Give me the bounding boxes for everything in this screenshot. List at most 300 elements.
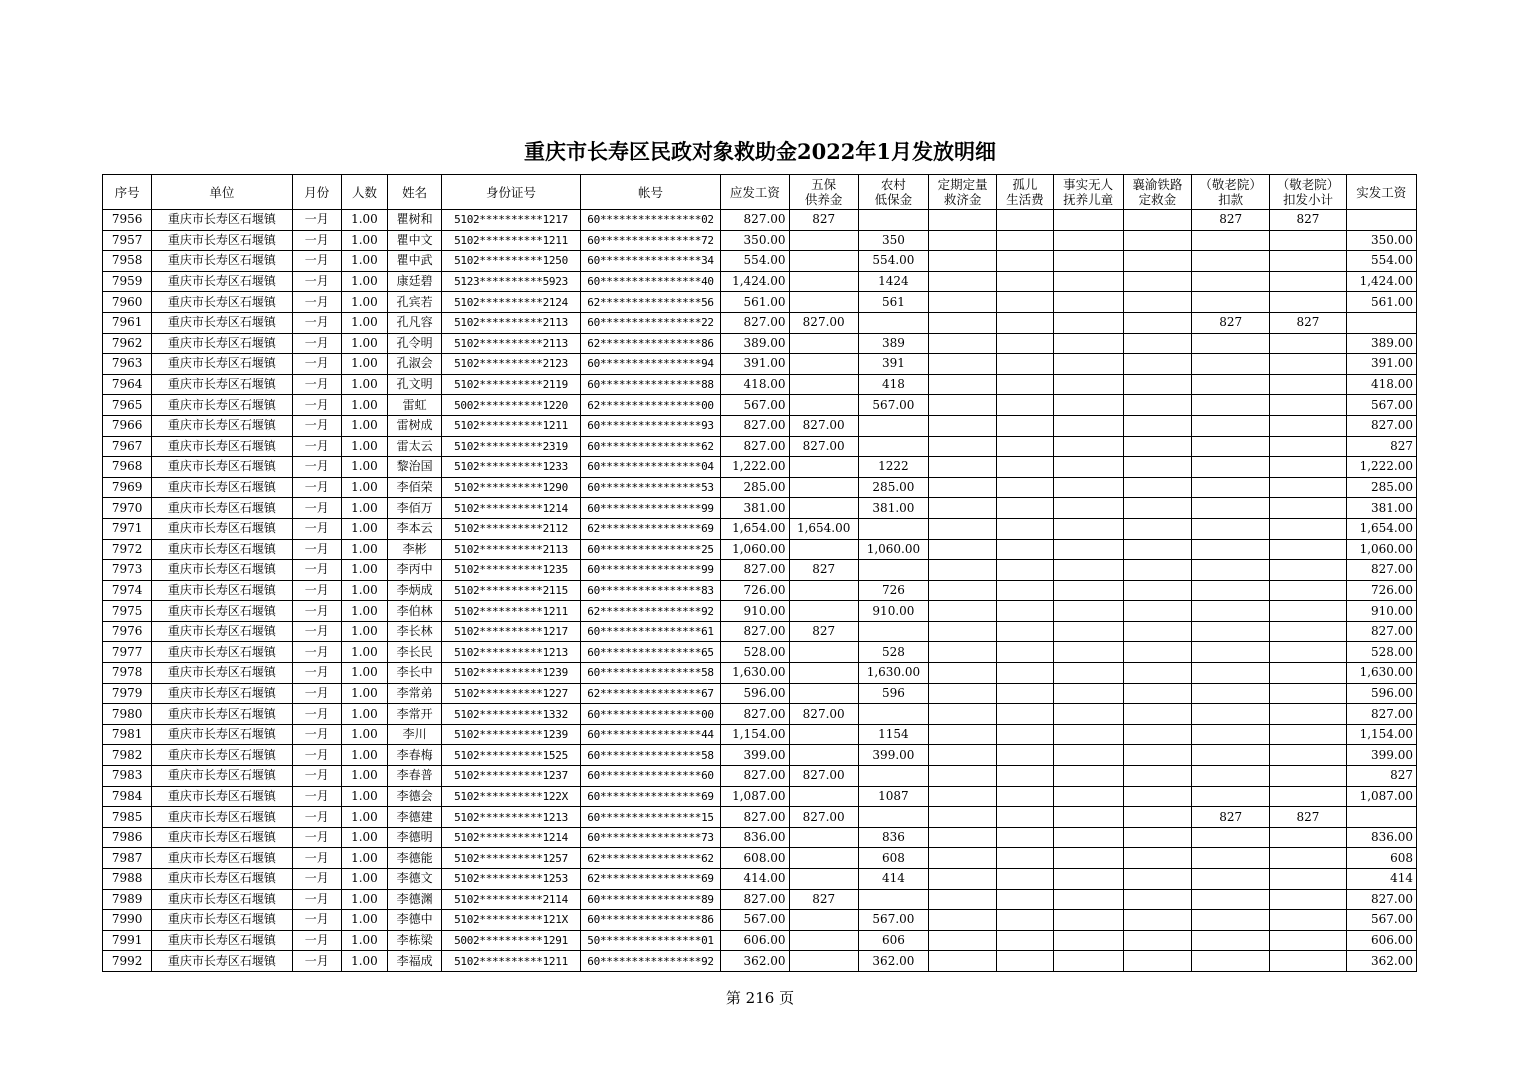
col-month-cell: 一月 bbox=[292, 251, 341, 272]
table-row bbox=[103, 251, 1417, 272]
col-id-number-cell: 5102**********1211 bbox=[442, 951, 581, 972]
col-actual-cell: 414 bbox=[1346, 869, 1416, 890]
col-wubao-cell bbox=[789, 848, 858, 869]
col-deduction-subtotal-cell bbox=[1270, 642, 1346, 663]
col-account-header: 帐号 bbox=[580, 175, 721, 210]
col-id-number-cell: 5102**********2319 bbox=[442, 436, 581, 457]
col-seq-cell: 7963 bbox=[103, 354, 152, 375]
table-row bbox=[103, 766, 1417, 787]
col-payable-cell: 596.00 bbox=[721, 683, 789, 704]
col-actual-cell: 561.00 bbox=[1346, 292, 1416, 313]
col-dibao-cell: 1,060.00 bbox=[858, 539, 928, 560]
col-orphan-cell bbox=[997, 518, 1053, 539]
col-wubao-cell: 827.00 bbox=[789, 415, 858, 436]
col-orphan-cell bbox=[997, 230, 1053, 251]
col-unit-cell: 重庆市长寿区石堰镇 bbox=[152, 539, 293, 560]
col-name-cell: 康廷碧 bbox=[388, 271, 442, 292]
col-actual-cell: 1,087.00 bbox=[1346, 786, 1416, 807]
col-dingqi-cell bbox=[929, 251, 997, 272]
col-account-cell: 60****************58 bbox=[580, 663, 721, 684]
col-payable-cell: 1,424.00 bbox=[721, 271, 789, 292]
col-actual-cell: 1,060.00 bbox=[1346, 539, 1416, 560]
col-name-cell: 孔令明 bbox=[388, 333, 442, 354]
col-railway-cell bbox=[1123, 930, 1191, 951]
table-row bbox=[103, 951, 1417, 972]
col-id-number-cell: 5102**********1525 bbox=[442, 745, 581, 766]
col-count-cell: 1.00 bbox=[341, 436, 387, 457]
col-dibao-cell: 1087 bbox=[858, 786, 928, 807]
col-month-cell: 一月 bbox=[292, 745, 341, 766]
col-railway-cell bbox=[1123, 869, 1191, 890]
col-id-number-cell: 5102**********1217 bbox=[442, 210, 581, 231]
col-unsupported-child-cell bbox=[1053, 436, 1123, 457]
col-actual-cell bbox=[1346, 807, 1416, 828]
col-dibao-cell bbox=[858, 518, 928, 539]
col-payable-cell: 1,654.00 bbox=[721, 518, 789, 539]
col-name-cell: 李丙中 bbox=[388, 560, 442, 581]
col-unit-cell: 重庆市长寿区石堰镇 bbox=[152, 230, 293, 251]
col-dingqi-cell bbox=[929, 951, 997, 972]
col-month-cell: 一月 bbox=[292, 642, 341, 663]
col-unit-cell: 重庆市长寿区石堰镇 bbox=[152, 910, 293, 931]
col-month-cell: 一月 bbox=[292, 477, 341, 498]
col-id-number-header: 身份证号 bbox=[442, 175, 581, 210]
col-actual-cell: 836.00 bbox=[1346, 827, 1416, 848]
col-count-cell: 1.00 bbox=[341, 951, 387, 972]
col-name-cell: 雷树成 bbox=[388, 415, 442, 436]
col-seq-cell: 7986 bbox=[103, 827, 152, 848]
col-actual-cell: 1,630.00 bbox=[1346, 663, 1416, 684]
col-unsupported-child-cell bbox=[1053, 457, 1123, 478]
col-id-number-cell: 5102**********121X bbox=[442, 910, 581, 931]
col-dibao-cell: 606 bbox=[858, 930, 928, 951]
col-dingqi-cell bbox=[929, 333, 997, 354]
col-account-cell: 62****************67 bbox=[580, 683, 721, 704]
col-unsupported-child-cell bbox=[1053, 333, 1123, 354]
col-railway-cell bbox=[1123, 292, 1191, 313]
col-deduction-subtotal-cell: 827 bbox=[1270, 807, 1346, 828]
col-count-cell: 1.00 bbox=[341, 745, 387, 766]
col-orphan-cell bbox=[997, 786, 1053, 807]
col-deduction-cell bbox=[1192, 457, 1270, 478]
col-account-cell: 60****************99 bbox=[580, 498, 721, 519]
col-deduction-cell bbox=[1192, 889, 1270, 910]
col-dibao-cell bbox=[858, 889, 928, 910]
col-unit-cell: 重庆市长寿区石堰镇 bbox=[152, 807, 293, 828]
col-deduction-header: （敬老院） 扣款 bbox=[1192, 175, 1270, 210]
col-dibao-cell: 910.00 bbox=[858, 601, 928, 622]
col-seq-cell: 7987 bbox=[103, 848, 152, 869]
col-deduction-subtotal-cell bbox=[1270, 560, 1346, 581]
col-month-cell: 一月 bbox=[292, 333, 341, 354]
col-railway-cell bbox=[1123, 807, 1191, 828]
col-wubao-cell: 827 bbox=[789, 889, 858, 910]
col-deduction-cell bbox=[1192, 333, 1270, 354]
col-unsupported-child-cell bbox=[1053, 766, 1123, 787]
col-actual-cell: 827.00 bbox=[1346, 621, 1416, 642]
col-deduction-cell bbox=[1192, 251, 1270, 272]
col-deduction-cell bbox=[1192, 910, 1270, 931]
col-account-cell: 62****************62 bbox=[580, 848, 721, 869]
col-unit-cell: 重庆市长寿区石堰镇 bbox=[152, 395, 293, 416]
col-payable-cell: 1,630.00 bbox=[721, 663, 789, 684]
col-month-cell: 一月 bbox=[292, 848, 341, 869]
col-count-cell: 1.00 bbox=[341, 704, 387, 725]
col-deduction-cell: 827 bbox=[1192, 210, 1270, 231]
col-account-cell: 60****************65 bbox=[580, 642, 721, 663]
col-payable-cell: 1,154.00 bbox=[721, 724, 789, 745]
col-deduction-cell bbox=[1192, 786, 1270, 807]
col-account-cell: 60****************62 bbox=[580, 436, 721, 457]
col-name-cell: 孔宾若 bbox=[388, 292, 442, 313]
col-orphan-cell bbox=[997, 271, 1053, 292]
col-count-cell: 1.00 bbox=[341, 230, 387, 251]
col-name-cell: 雷太云 bbox=[388, 436, 442, 457]
col-id-number-cell: 5102**********2119 bbox=[442, 374, 581, 395]
col-wubao-cell bbox=[789, 745, 858, 766]
col-wubao-cell: 827 bbox=[789, 560, 858, 581]
col-name-header: 姓名 bbox=[388, 175, 442, 210]
col-deduction-subtotal-cell: 827 bbox=[1270, 210, 1346, 231]
col-dingqi-cell bbox=[929, 683, 997, 704]
table-body bbox=[103, 210, 1417, 972]
col-unit-cell: 重庆市长寿区石堰镇 bbox=[152, 210, 293, 231]
col-payable-cell: 1,222.00 bbox=[721, 457, 789, 478]
col-orphan-cell bbox=[997, 560, 1053, 581]
col-month-cell: 一月 bbox=[292, 518, 341, 539]
col-account-cell: 60****************00 bbox=[580, 704, 721, 725]
col-actual-cell: 726.00 bbox=[1346, 580, 1416, 601]
col-account-cell: 60****************44 bbox=[580, 724, 721, 745]
table-row bbox=[103, 210, 1417, 231]
col-id-number-cell: 5102**********2123 bbox=[442, 354, 581, 375]
col-seq-cell: 7992 bbox=[103, 951, 152, 972]
col-dibao-cell: 1424 bbox=[858, 271, 928, 292]
col-unsupported-child-cell bbox=[1053, 560, 1123, 581]
col-actual-cell: 399.00 bbox=[1346, 745, 1416, 766]
col-railway-cell bbox=[1123, 230, 1191, 251]
col-railway-cell bbox=[1123, 621, 1191, 642]
col-deduction-subtotal-cell bbox=[1270, 251, 1346, 272]
col-deduction-cell bbox=[1192, 539, 1270, 560]
col-payable-cell: 389.00 bbox=[721, 333, 789, 354]
table-row bbox=[103, 807, 1417, 828]
col-month-cell: 一月 bbox=[292, 807, 341, 828]
col-payable-cell: 561.00 bbox=[721, 292, 789, 313]
col-dingqi-cell bbox=[929, 869, 997, 890]
col-actual-cell: 1,154.00 bbox=[1346, 724, 1416, 745]
col-account-cell: 60****************94 bbox=[580, 354, 721, 375]
col-id-number-cell: 5102**********1213 bbox=[442, 807, 581, 828]
col-month-cell: 一月 bbox=[292, 395, 341, 416]
col-unsupported-child-cell bbox=[1053, 827, 1123, 848]
table-row bbox=[103, 518, 1417, 539]
col-payable-cell: 567.00 bbox=[721, 395, 789, 416]
col-wubao-cell: 1,654.00 bbox=[789, 518, 858, 539]
col-payable-cell: 827.00 bbox=[721, 436, 789, 457]
col-deduction-subtotal-cell bbox=[1270, 951, 1346, 972]
col-seq-cell: 7961 bbox=[103, 312, 152, 333]
col-deduction-subtotal-cell bbox=[1270, 498, 1346, 519]
col-id-number-cell: 5102**********1211 bbox=[442, 601, 581, 622]
col-id-number-cell: 5102**********1332 bbox=[442, 704, 581, 725]
col-month-cell: 一月 bbox=[292, 271, 341, 292]
col-count-cell: 1.00 bbox=[341, 848, 387, 869]
col-account-cell: 62****************92 bbox=[580, 601, 721, 622]
col-id-number-cell: 5102**********1237 bbox=[442, 766, 581, 787]
col-month-cell: 一月 bbox=[292, 621, 341, 642]
col-wubao-cell bbox=[789, 724, 858, 745]
col-actual-cell: 606.00 bbox=[1346, 930, 1416, 951]
table-row bbox=[103, 930, 1417, 951]
col-unit-cell: 重庆市长寿区石堰镇 bbox=[152, 560, 293, 581]
col-dibao-cell: 381.00 bbox=[858, 498, 928, 519]
col-dibao-cell: 418 bbox=[858, 374, 928, 395]
table-row bbox=[103, 642, 1417, 663]
col-dibao-cell: 567.00 bbox=[858, 910, 928, 931]
col-payable-cell: 418.00 bbox=[721, 374, 789, 395]
col-orphan-cell bbox=[997, 210, 1053, 231]
col-payable-header: 应发工资 bbox=[721, 175, 789, 210]
col-seq-cell: 7990 bbox=[103, 910, 152, 931]
col-actual-cell: 418.00 bbox=[1346, 374, 1416, 395]
col-wubao-cell: 827 bbox=[789, 210, 858, 231]
col-actual-cell: 567.00 bbox=[1346, 910, 1416, 931]
col-account-cell: 60****************93 bbox=[580, 415, 721, 436]
col-name-cell: 孔凡容 bbox=[388, 312, 442, 333]
col-deduction-cell bbox=[1192, 663, 1270, 684]
col-count-cell: 1.00 bbox=[341, 869, 387, 890]
col-actual-cell: 381.00 bbox=[1346, 498, 1416, 519]
col-count-cell: 1.00 bbox=[341, 621, 387, 642]
col-count-cell: 1.00 bbox=[341, 663, 387, 684]
col-payable-cell: 726.00 bbox=[721, 580, 789, 601]
col-seq-cell: 7969 bbox=[103, 477, 152, 498]
col-dibao-cell: 1222 bbox=[858, 457, 928, 478]
col-id-number-cell: 5102**********122X bbox=[442, 786, 581, 807]
col-deduction-subtotal-header: （敬老院） 扣发小计 bbox=[1270, 175, 1346, 210]
col-railway-cell bbox=[1123, 436, 1191, 457]
col-unsupported-child-cell bbox=[1053, 724, 1123, 745]
col-unsupported-child-cell bbox=[1053, 889, 1123, 910]
col-seq-cell: 7979 bbox=[103, 683, 152, 704]
col-month-cell: 一月 bbox=[292, 374, 341, 395]
col-dingqi-cell bbox=[929, 848, 997, 869]
col-dingqi-cell bbox=[929, 518, 997, 539]
col-dibao-cell: 391 bbox=[858, 354, 928, 375]
col-id-number-cell: 5002**********1291 bbox=[442, 930, 581, 951]
col-deduction-subtotal-cell bbox=[1270, 910, 1346, 931]
col-unsupported-child-header: 事实无人 抚养儿童 bbox=[1053, 175, 1123, 210]
col-payable-cell: 567.00 bbox=[721, 910, 789, 931]
col-count-cell: 1.00 bbox=[341, 642, 387, 663]
col-railway-cell bbox=[1123, 374, 1191, 395]
col-payable-cell: 827.00 bbox=[721, 415, 789, 436]
col-unsupported-child-cell bbox=[1053, 477, 1123, 498]
col-deduction-cell bbox=[1192, 724, 1270, 745]
col-unit-cell: 重庆市长寿区石堰镇 bbox=[152, 374, 293, 395]
col-dibao-cell: 528 bbox=[858, 642, 928, 663]
col-name-cell: 李常弟 bbox=[388, 683, 442, 704]
col-deduction-cell bbox=[1192, 827, 1270, 848]
col-deduction-cell bbox=[1192, 848, 1270, 869]
col-dingqi-cell bbox=[929, 374, 997, 395]
col-dingqi-cell bbox=[929, 745, 997, 766]
col-deduction-subtotal-cell bbox=[1270, 333, 1346, 354]
col-month-cell: 一月 bbox=[292, 951, 341, 972]
col-deduction-subtotal-cell bbox=[1270, 848, 1346, 869]
col-unsupported-child-cell bbox=[1053, 807, 1123, 828]
col-seq-cell: 7970 bbox=[103, 498, 152, 519]
col-account-cell: 62****************69 bbox=[580, 518, 721, 539]
col-id-number-cell: 5102**********1217 bbox=[442, 621, 581, 642]
col-month-cell: 一月 bbox=[292, 539, 341, 560]
col-unsupported-child-cell bbox=[1053, 518, 1123, 539]
col-railway-cell bbox=[1123, 498, 1191, 519]
col-seq-cell: 7972 bbox=[103, 539, 152, 560]
col-month-cell: 一月 bbox=[292, 724, 341, 745]
col-seq-cell: 7982 bbox=[103, 745, 152, 766]
col-name-cell: 瞿中武 bbox=[388, 251, 442, 272]
col-deduction-subtotal-cell bbox=[1270, 477, 1346, 498]
col-dibao-cell: 608 bbox=[858, 848, 928, 869]
table-row bbox=[103, 457, 1417, 478]
col-dingqi-cell bbox=[929, 292, 997, 313]
col-dingqi-cell bbox=[929, 580, 997, 601]
col-unsupported-child-cell bbox=[1053, 930, 1123, 951]
col-railway-cell bbox=[1123, 210, 1191, 231]
col-railway-cell bbox=[1123, 271, 1191, 292]
col-name-cell: 李长林 bbox=[388, 621, 442, 642]
col-wubao-cell bbox=[789, 663, 858, 684]
col-name-cell: 李德明 bbox=[388, 827, 442, 848]
col-unit-cell: 重庆市长寿区石堰镇 bbox=[152, 869, 293, 890]
col-orphan-cell bbox=[997, 766, 1053, 787]
col-actual-cell: 362.00 bbox=[1346, 951, 1416, 972]
col-railway-cell bbox=[1123, 889, 1191, 910]
col-unit-cell: 重庆市长寿区石堰镇 bbox=[152, 354, 293, 375]
col-payable-cell: 554.00 bbox=[721, 251, 789, 272]
col-dingqi-cell bbox=[929, 930, 997, 951]
col-count-cell: 1.00 bbox=[341, 477, 387, 498]
col-count-cell: 1.00 bbox=[341, 498, 387, 519]
col-month-cell: 一月 bbox=[292, 601, 341, 622]
col-railway-cell bbox=[1123, 642, 1191, 663]
col-dibao-cell: 726 bbox=[858, 580, 928, 601]
col-month-cell: 一月 bbox=[292, 663, 341, 684]
col-orphan-cell bbox=[997, 436, 1053, 457]
col-seq-cell: 7956 bbox=[103, 210, 152, 231]
col-wubao-cell bbox=[789, 498, 858, 519]
col-deduction-subtotal-cell bbox=[1270, 621, 1346, 642]
col-wubao-cell bbox=[789, 251, 858, 272]
col-unit-cell: 重庆市长寿区石堰镇 bbox=[152, 312, 293, 333]
col-actual-cell: 554.00 bbox=[1346, 251, 1416, 272]
col-dingqi-cell bbox=[929, 724, 997, 745]
col-month-header: 月份 bbox=[292, 175, 341, 210]
col-unit-header: 单位 bbox=[152, 175, 293, 210]
col-wubao-cell bbox=[789, 786, 858, 807]
table-row bbox=[103, 539, 1417, 560]
col-name-cell: 黎治国 bbox=[388, 457, 442, 478]
col-wubao-cell bbox=[789, 539, 858, 560]
col-orphan-cell bbox=[997, 415, 1053, 436]
col-dibao-cell: 389 bbox=[858, 333, 928, 354]
col-unit-cell: 重庆市长寿区石堰镇 bbox=[152, 683, 293, 704]
col-railway-cell bbox=[1123, 704, 1191, 725]
col-actual-cell: 567.00 bbox=[1346, 395, 1416, 416]
table-row bbox=[103, 271, 1417, 292]
col-unit-cell: 重庆市长寿区石堰镇 bbox=[152, 642, 293, 663]
col-payable-cell: 528.00 bbox=[721, 642, 789, 663]
col-deduction-subtotal-cell bbox=[1270, 601, 1346, 622]
col-seq-cell: 7983 bbox=[103, 766, 152, 787]
col-unsupported-child-cell bbox=[1053, 910, 1123, 931]
col-wubao-cell bbox=[789, 951, 858, 972]
col-count-cell: 1.00 bbox=[341, 910, 387, 931]
col-deduction-cell bbox=[1192, 642, 1270, 663]
col-wubao-cell: 827.00 bbox=[789, 807, 858, 828]
col-railway-cell bbox=[1123, 518, 1191, 539]
col-id-number-cell: 5102**********1257 bbox=[442, 848, 581, 869]
col-orphan-cell bbox=[997, 292, 1053, 313]
col-name-cell: 李德渊 bbox=[388, 889, 442, 910]
col-unsupported-child-cell bbox=[1053, 251, 1123, 272]
col-deduction-cell bbox=[1192, 415, 1270, 436]
col-dibao-cell bbox=[858, 560, 928, 581]
col-dingqi-cell bbox=[929, 210, 997, 231]
col-unsupported-child-cell bbox=[1053, 354, 1123, 375]
col-month-cell: 一月 bbox=[292, 704, 341, 725]
col-unsupported-child-cell bbox=[1053, 415, 1123, 436]
col-account-cell: 60****************61 bbox=[580, 621, 721, 642]
col-name-cell: 李佰荣 bbox=[388, 477, 442, 498]
col-dingqi-cell bbox=[929, 312, 997, 333]
col-unit-cell: 重庆市长寿区石堰镇 bbox=[152, 766, 293, 787]
col-name-cell: 李德建 bbox=[388, 807, 442, 828]
col-seq-cell: 7976 bbox=[103, 621, 152, 642]
col-count-cell: 1.00 bbox=[341, 354, 387, 375]
table-header bbox=[103, 175, 1417, 210]
col-actual-cell: 528.00 bbox=[1346, 642, 1416, 663]
col-dingqi-cell bbox=[929, 621, 997, 642]
col-dibao-cell bbox=[858, 704, 928, 725]
col-month-cell: 一月 bbox=[292, 869, 341, 890]
col-count-cell: 1.00 bbox=[341, 724, 387, 745]
col-count-cell: 1.00 bbox=[341, 930, 387, 951]
col-seq-cell: 7958 bbox=[103, 251, 152, 272]
col-dingqi-cell bbox=[929, 415, 997, 436]
col-name-cell: 李栋梁 bbox=[388, 930, 442, 951]
col-actual-cell: 1,424.00 bbox=[1346, 271, 1416, 292]
col-month-cell: 一月 bbox=[292, 580, 341, 601]
col-dingqi-cell bbox=[929, 271, 997, 292]
col-actual-cell: 285.00 bbox=[1346, 477, 1416, 498]
col-orphan-cell bbox=[997, 889, 1053, 910]
col-dingqi-cell bbox=[929, 704, 997, 725]
col-actual-cell: 391.00 bbox=[1346, 354, 1416, 375]
col-deduction-subtotal-cell bbox=[1270, 271, 1346, 292]
col-seq-cell: 7965 bbox=[103, 395, 152, 416]
col-unsupported-child-cell bbox=[1053, 621, 1123, 642]
col-deduction-cell bbox=[1192, 580, 1270, 601]
col-month-cell: 一月 bbox=[292, 436, 341, 457]
col-dibao-cell: 1,630.00 bbox=[858, 663, 928, 684]
col-wubao-cell: 827.00 bbox=[789, 704, 858, 725]
table-row bbox=[103, 312, 1417, 333]
col-id-number-cell: 5102**********1213 bbox=[442, 642, 581, 663]
col-dingqi-cell bbox=[929, 477, 997, 498]
